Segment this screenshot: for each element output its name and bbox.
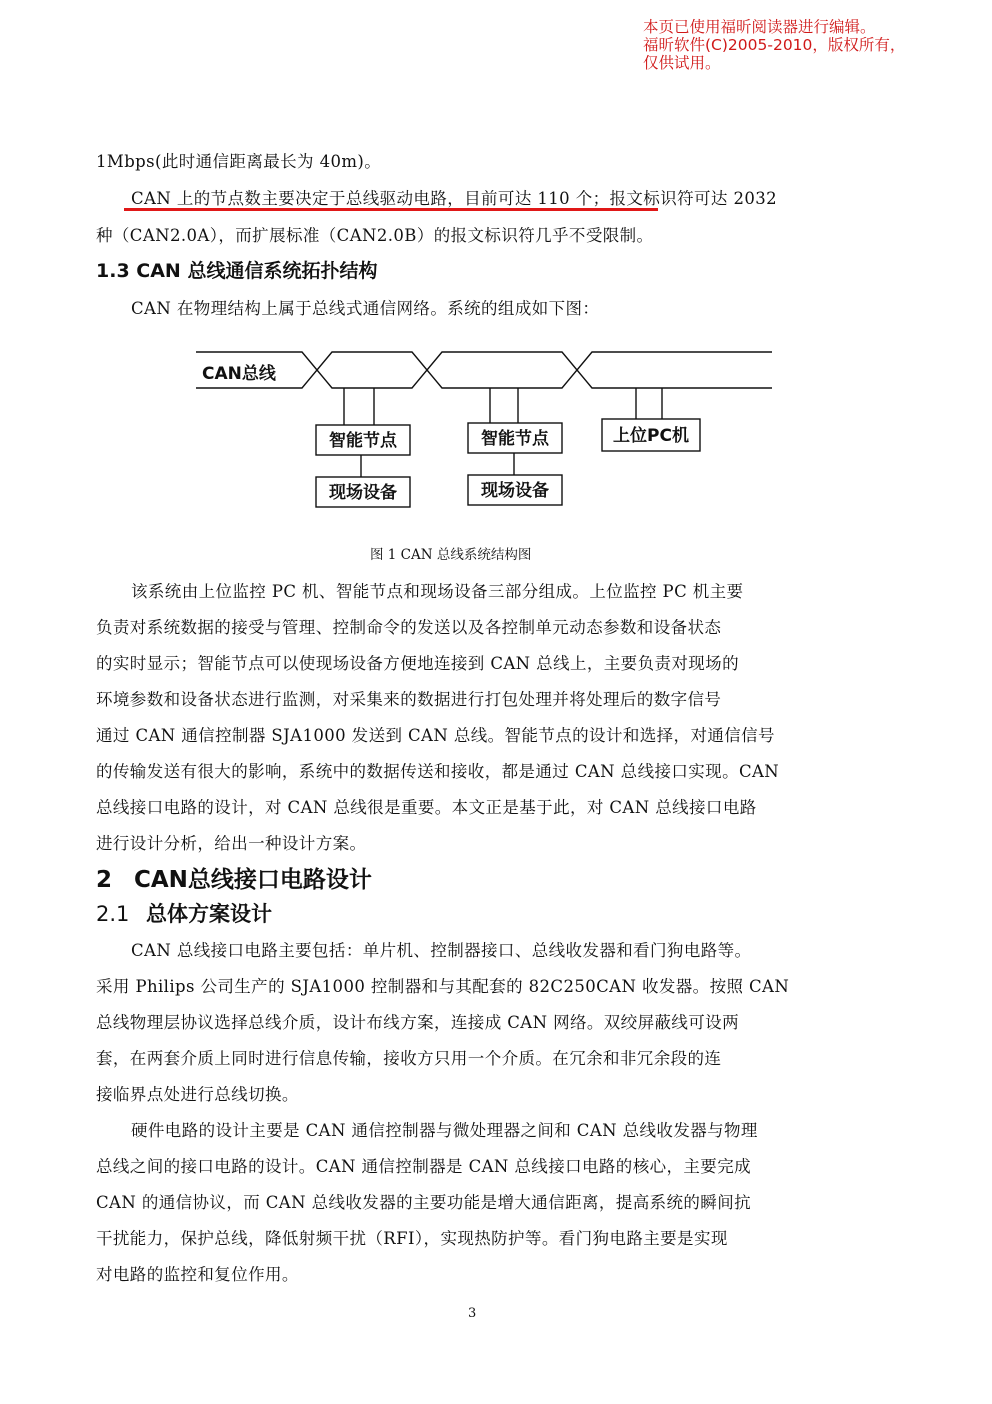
text-line: 干扰能力，保护总线，降低射频干扰（RFI），实现热防护等。看门狗电路主要是实现 xyxy=(96,1229,728,1248)
figure-caption: 图 1 CAN 总线系统结构图 xyxy=(370,547,532,563)
section-number: 2 xyxy=(96,867,113,893)
section-heading-1-3: 1.3 CAN 总线通信系统拓扑结构 xyxy=(96,260,378,282)
text-line: 1Mbps(此时通信距离最长为 40m)。 xyxy=(96,152,382,171)
smart-node-label: 智能节点 xyxy=(481,429,549,449)
watermark-line: 福昕软件(C)2005-2010，版权所有， xyxy=(643,36,906,54)
field-device-label: 现场设备 xyxy=(329,483,397,503)
red-annotation-underline xyxy=(124,208,658,211)
section-title: 总体方案设计 xyxy=(146,902,272,926)
text-line: CAN 的通信协议，而 CAN 总线收发器的主要功能是增大通信距离，提高系统的瞬间抗 xyxy=(96,1193,751,1212)
text-line: CAN 在物理结构上属于总线式通信网络。系统的组成如下图： xyxy=(131,299,600,318)
text-line: 接临界点处进行总线切换。 xyxy=(96,1085,299,1104)
host-pc-label: 上位PC机 xyxy=(613,426,689,446)
text-line: 该系统由上位监控 PC 机、智能节点和现场设备三部分组成。上位监控 PC 机主要 xyxy=(131,582,744,601)
text-line: 采用 Philips 公司生产的 SJA1000 控制器和与其配套的 82C250CAN 收发器。按照 CAN xyxy=(96,977,790,996)
text-line: 通过 CAN 通信控制器 SJA1000 发送到 CAN 总线。智能节点的设计和选择，对通信信号 xyxy=(96,726,775,745)
section-heading-2 xyxy=(96,861,372,894)
foxit-edit-watermark xyxy=(643,18,983,72)
text-line: 套，在两套介质上同时进行信息传输，接收方只用一个介质。在冗余和非冗余段的连 xyxy=(96,1049,722,1068)
field-device-label: 现场设备 xyxy=(481,481,549,501)
text-line: 总线物理层协议选择总线介质，设计布线方案，连接成 CAN 网络。双绞屏蔽线可设两 xyxy=(96,1013,739,1032)
text-line: CAN 上的节点数主要决定于总线驱动电路，目前可达 110 个；报文标识符可达 2032 xyxy=(131,189,778,208)
smart-node-label: 智能节点 xyxy=(329,431,397,451)
can-bus-topology-diagram xyxy=(196,345,776,520)
watermark-line: 仅供试用。 xyxy=(643,54,721,72)
watermark-line: 本页已使用福昕阅读器进行编辑。 xyxy=(643,18,876,36)
text-line: 硬件电路的设计主要是 CAN 通信控制器与微处理器之间和 CAN 总线收发器与物理 xyxy=(131,1121,758,1140)
text-line: 进行设计分析，给出一种设计方案。 xyxy=(96,834,367,853)
section-heading-2-1 xyxy=(96,898,272,928)
text-line: 负责对系统数据的接受与管理、控制命令的发送以及各控制单元动态参数和设备状态 xyxy=(96,618,722,637)
text-line: 种（CAN2.0A），而扩展标准（CAN2.0B）的报文标识符几乎不受限制。 xyxy=(96,226,654,245)
can-bus-label: CAN总线 xyxy=(202,364,276,384)
section-title: CAN总线接口电路设计 xyxy=(134,867,372,893)
text-line: 环境参数和设备状态进行监测，对采集来的数据进行打包处理并将处理后的数字信号 xyxy=(96,690,722,709)
text-line: 对电路的监控和复位作用。 xyxy=(96,1265,299,1284)
text-line: CAN 总线接口电路主要包括：单片机、控制器接口、总线收发器和看门狗电路等。 xyxy=(131,941,752,960)
section-number: 2.1 xyxy=(96,902,130,926)
text-line: 的实时显示；智能节点可以使现场设备方便地连接到 CAN 总线上，主要负责对现场的 xyxy=(96,654,739,673)
page-number: 3 xyxy=(468,1306,477,1321)
text-line: 总线接口电路的设计，对 CAN 总线很是重要。本文正是基于此，对 CAN 总线接口电路 xyxy=(96,798,757,817)
can-bus-lines xyxy=(196,352,772,477)
text-line: 总线之间的接口电路的设计。CAN 通信控制器是 CAN 总线接口电路的核心，主要完成 xyxy=(96,1157,751,1176)
text-line: 的传输发送有很大的影响，系统中的数据传送和接收，都是通过 CAN 总线接口实现。CAN xyxy=(96,762,780,781)
